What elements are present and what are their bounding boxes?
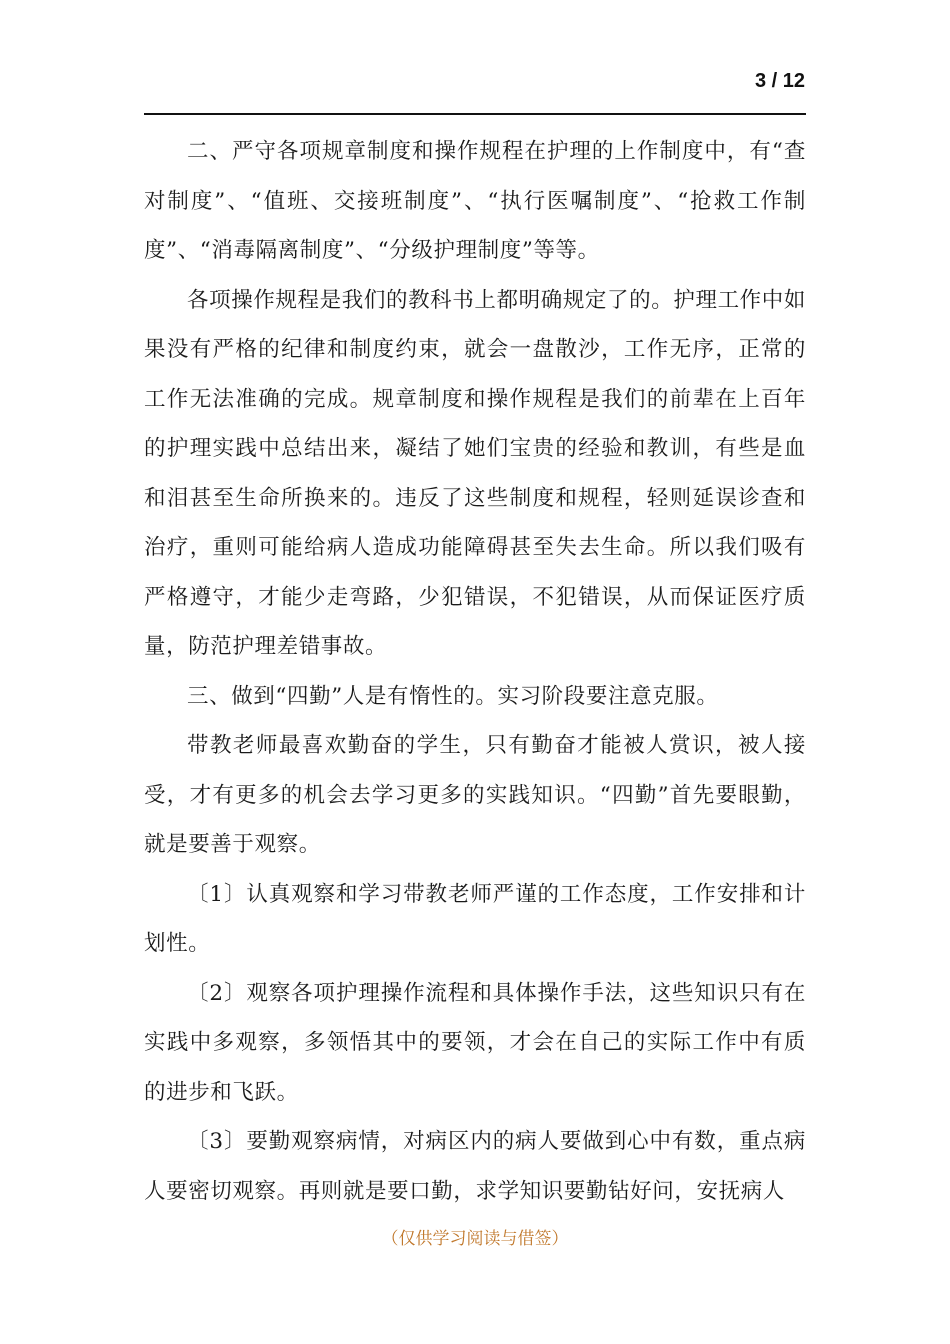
paragraph-item-1: 〔1〕认真观察和学习带教老师严谨的工作态度，工作安排和计划性。 <box>144 881 806 956</box>
paragraph-diligent-students: 带教老师最喜欢勤奋的学生，只有勤奋才能被人赏识，被人接受，才有更多的机会去学习更多的实践知识。“四勤”首先要眼勤，就是要善于观察。 <box>144 733 806 857</box>
paragraph-item-2: 〔2〕观察各项护理操作流程和具体操作手法，这些知识只有在实践中多观察，多领悟其中的要领，才会在自己的实际工作中有质的进步和飞跃。 <box>144 980 806 1105</box>
page-number: 3 / 12 <box>754 70 805 92</box>
footer-disclaimer: （仅供学习阅读与借签） <box>381 1229 569 1249</box>
header-divider <box>144 113 806 115</box>
document-body <box>144 127 806 1216</box>
paragraph-item-3: 〔3〕要勤观察病情，对病区内的病人要做到心中有数，重点病人要密切观察。再则就是要口勤，求学知识要勤钻好问，安抚病人 <box>144 1129 806 1204</box>
paragraph-operating-procedures: 各项操作规程是我们的教科书上都明确规定了的。护理工作中如果没有严格的纪律和制度约束，就会一盘散沙，工作无序，正常的工作无法准确的完成。规章制度和操作规程是我们的前辈在上百年的护理实践中总结出来，凝结了她们宝贵的经验和教训，有些是血和泪甚至生命所换来的。违反了这些制度和规程，轻则延误诊查和治疗，重则可能给病人造成功能障碍甚至失去生命。所以我们吸有严格遵守，才能少走弯路，少犯错误，不犯错误，从而保证医疗质量，防范护理差错事故。 <box>144 287 806 659</box>
paragraph-four-diligences-heading: 三、做到“四勤”人是有惰性的。实习阶段要注意克服。 <box>187 683 719 709</box>
paragraph-rules-intro: 二、严守各项规章制度和操作规程在护理的上作制度中，有“查对制度”、“值班、交接班制度”、“执行医嘱制度”、“抢救工作制度”、“消毒隔离制度”、“分级护理制度”等等。 <box>144 139 806 263</box>
